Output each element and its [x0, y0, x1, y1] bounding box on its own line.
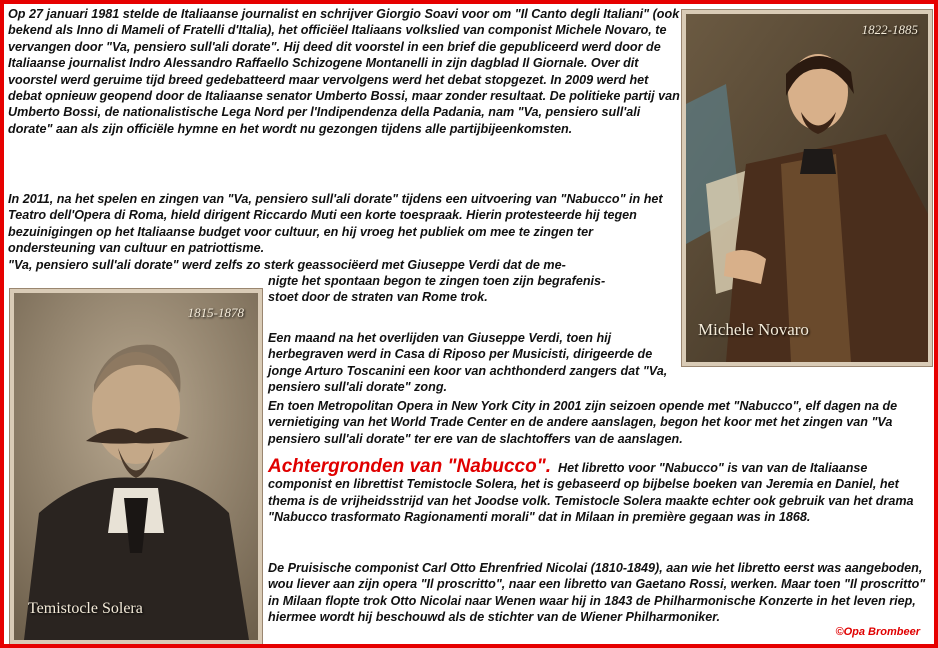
paragraph-metropolitan: En toen Metropolitan Opera in New York City in 2001 zijn seizoen opende met "Nabucco", elf dagen na de vernietiging van het World Trade Center en de andere aanslagen, begon het koor met het zingen van "Va pensiero sull'ali dorate" ter ere van de slachtoffers van de aanslagen. [268, 399, 898, 446]
novaro-painting [686, 14, 928, 362]
paragraph-verdi-line2: nigte het spontaan begon te zingen toen zijn begrafenis- [268, 274, 606, 288]
paragraph-muti: In 2011, na het spelen en zingen van "Va, pensiero sull'ali dorate" tijdens een uitvoering van "Nabucco" in het Teatro dell'Opera di Roma, hield dirigent Riccardo Muti een korte toespraak. Hierin protesteerde hij tegen bezuinigingen op het Italiaanse budget voor cultuur, en hij vroeg het publiek om mee te zingen ter ondersteuning van cultuur en patriottisme. [8, 192, 663, 256]
novaro-years: 1822-1885 [861, 22, 918, 37]
paragraph-nicolai: De Pruisische componist Carl Otto Ehrenfried Nicolai (1810-1849), aan wie het libretto eerst was aangeboden, wou liever aan zijn opera "Il proscritto", naar een libretto van Gaetano Rossi, werken. Maar toen "Il proscritto" in Milaan flopte trok Otto Nicolai naar Wenen waar hij in 1843 de Philharmonische Konzerte in het leven riep, hiermee wordt hij beschouwd als de stichter van de Wiener Philharmoniker. [268, 561, 926, 625]
libretto-text: Het libretto voor "Nabucco" is van van de Italiaanse componist en librettist Temistocle Solera, het is gebaseerd op bijbelse boeken van Jeremia en Daniel, het thema is de vrijheidsstrijd van het Joodse volk. Temistocle Solera maakte echter ook gebruik van het drama "Nabucco trasformato Ragionamenti morali" dat in Milaan in première gegaan was in 1868. [268, 461, 914, 525]
solera-years: 1815-1878 [187, 305, 244, 320]
novaro-caption: Michele Novaro [698, 320, 809, 339]
paragraph-verdi-line3: stoet door de straten van Rome trok. [268, 290, 488, 304]
solera-photo [14, 293, 258, 640]
paragraph-soavi: Op 27 januari 1981 stelde de Italiaanse journalist en schrijver Giorgio Soavi voor om "Il Canto degli Italiani" (ook bekend als Inno di Mameli of Fratelli d'Italia), het officiëel Italiaans volkslied van componist Michele Novaro, te vervangen door "Va, pensiero sull'ali dorate". Hij deed dit voorstel in een brief die gepubliceerd werd door de Italiaanse journalist Indro Alessandro Raffaello Schizogene Montanelli in zijn dagblad Il Giornale. Over dit voorstel werd geruime tijd breed gedebatteerd maar vervolgens werd het debat stopgezet. In 2009 werd het debat opnieuw geopend door de Italiaanse senator Umberto Bossi, maar zonder resultaat. De politieke partij van Umberto Bossi, de nationalistische Lega Nord per l'Indipendenza della Padania, nam "Va, pensiero sull'ali dorate" aan als zijn officiële hymne en het wordt nu gezongen tijdens alle partijbijeenkomsten. [8, 7, 680, 136]
copyright-notice: ©Opa Brombeer [835, 626, 920, 638]
paragraph-toscanini: Een maand na het overlijden van Giuseppe Verdi, toen hij herbegraven werd in Casa di Riposo per Musicisti, dirigeerde de jonge Arturo Toscanini een koor van achthonderd zangers dat "Va, pensiero sull'ali dorate" zong. [268, 331, 668, 395]
solera-caption: Temistocle Solera [28, 600, 143, 617]
paragraph-libretto [268, 456, 928, 526]
paragraph-verdi-line1: "Va, pensiero sull'ali dorate" werd zelfs zo sterk geassociëerd met Giuseppe Verdi dat de me- [8, 258, 566, 272]
portrait-michele-novaro [682, 10, 932, 366]
section-heading: Achtergronden van "Nabucco". [268, 456, 552, 477]
portrait-temistocle-solera [10, 289, 262, 644]
